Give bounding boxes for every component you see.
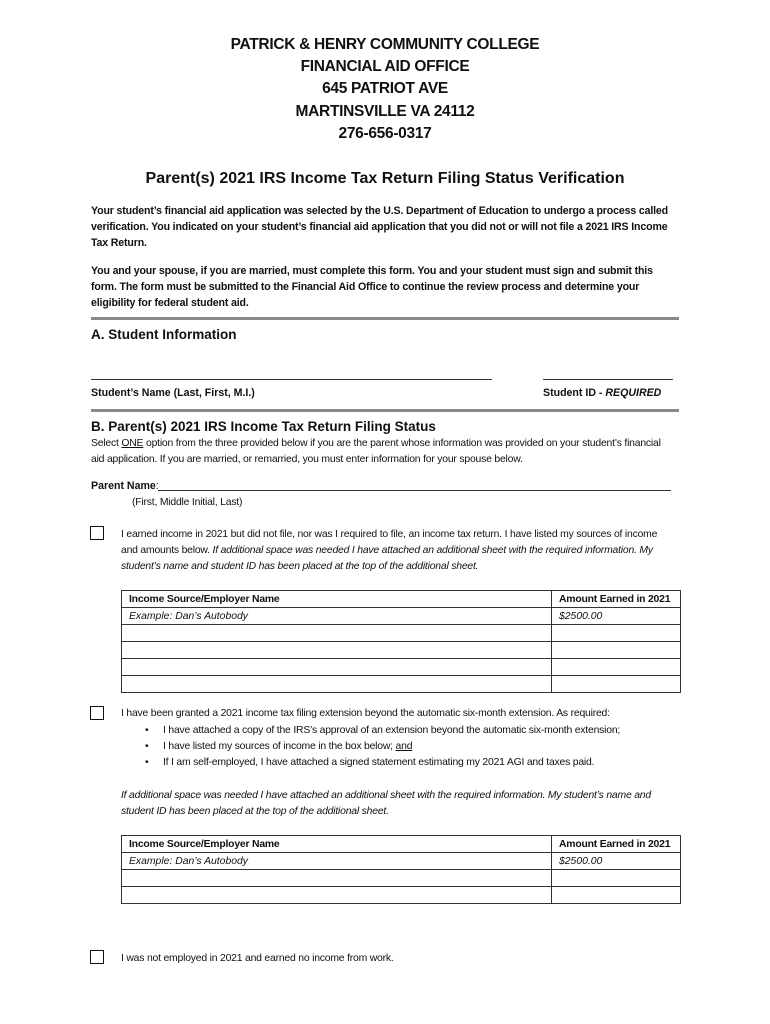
amount-input-cell[interactable]	[552, 642, 681, 659]
option-3-checkbox[interactable]	[90, 950, 104, 964]
college-name: PATRICK & HENRY COMMUNITY COLLEGE	[230, 36, 540, 53]
option-2-requirements	[141, 723, 681, 771]
parent-name-label-text: Parent Name	[91, 480, 156, 492]
table-header-row	[122, 836, 681, 853]
phone-number: 276-656-0317	[338, 125, 432, 142]
street-address: 645 PATRIOT AVE	[322, 80, 448, 97]
example-source-cell: Example: Dan’s Autobody	[122, 608, 552, 625]
option-2-text: I have been granted a 2021 income tax filing extension beyond the automatic six-month extension. As required:	[121, 708, 610, 719]
student-id-field[interactable]	[543, 379, 673, 380]
income-table-1	[121, 590, 681, 693]
student-id-label-text: Student ID -	[543, 387, 606, 399]
table-row	[122, 853, 681, 870]
table-row	[122, 676, 681, 693]
amount-input-cell[interactable]	[552, 887, 681, 904]
option-1-checkbox[interactable]	[90, 526, 104, 540]
intro-paragraph-1: Your student’s financial aid application was selected by the U.S. Department of Education to undergo a process called verification. You indicated on your student’s financial aid application that you did not or will not file a 2021 IRS Income Tax Return.	[91, 205, 668, 249]
parent-name-hint: (First, Middle Initial, Last)	[132, 497, 243, 508]
amount-input-cell[interactable]	[552, 659, 681, 676]
section-divider	[91, 409, 679, 412]
option-3-text: I was not employed in 2021 and earned no income from work.	[121, 953, 394, 964]
amount-input-cell[interactable]	[552, 870, 681, 887]
source-input-cell[interactable]	[122, 870, 552, 887]
select-pre: Select	[91, 438, 122, 449]
option-1-text	[121, 527, 676, 575]
option-1-main: I earned income in 2021 but did not file, nor was I required to file, an income tax return. I have listed my sources of income and amounts below.	[121, 529, 658, 556]
col-amount-header: Amount Earned in 2021	[552, 836, 681, 853]
select-instructions	[91, 436, 671, 468]
requirement-text: I have listed my sources of income in the box below;	[163, 741, 396, 752]
table-row	[122, 625, 681, 642]
select-one: ONE	[121, 438, 144, 449]
amount-input-cell[interactable]	[552, 625, 681, 642]
example-source-cell: Example: Dan’s Autobody	[122, 853, 552, 870]
form-title: Parent(s) 2021 IRS Income Tax Return Filing Status Verification	[145, 170, 625, 187]
student-name-field[interactable]	[91, 379, 492, 380]
source-input-cell[interactable]	[122, 625, 552, 642]
example-amount-cell: $2500.00	[552, 608, 681, 625]
required-marker: REQUIRED	[605, 387, 662, 399]
example-amount-cell: $2500.00	[552, 853, 681, 870]
source-input-cell[interactable]	[122, 642, 552, 659]
section-divider	[91, 317, 679, 320]
col-amount-header: Amount Earned in 2021	[552, 591, 681, 608]
requirement-item: • I have attached a copy of the IRS’s approval of an extension beyond the automatic six-month extension;	[141, 723, 681, 739]
office-name: FINANCIAL AID OFFICE	[300, 58, 470, 75]
table-row	[122, 642, 681, 659]
student-name-label: Student’s Name (Last, First, M.I.)	[91, 387, 255, 399]
amount-input-cell[interactable]	[552, 676, 681, 693]
section-a-heading: A. Student Information	[91, 327, 237, 342]
table-row	[122, 870, 681, 887]
source-input-cell[interactable]	[122, 676, 552, 693]
parent-name-field[interactable]	[158, 490, 671, 491]
option-2-checkbox[interactable]	[90, 706, 104, 720]
option-2-note: If additional space was needed I have attached an additional sheet with the required information. My student’s name and student ID has been placed at the top of the additional sheet.	[121, 790, 651, 817]
table-header-row	[122, 591, 681, 608]
col-source-header: Income Source/Employer Name	[122, 591, 552, 608]
intro-paragraph-2: You and your spouse, if you are married, must complete this form. You and your student must sign and submit this form. The form must be submitted to the Financial Aid Office to continue the review process and determine your eligibility for federal student aid.	[91, 265, 653, 309]
requirement-item	[141, 739, 681, 755]
student-id-label	[543, 387, 661, 399]
parent-name-colon: :	[155, 480, 159, 492]
city-state-zip: MARTINSVILLE VA 24112	[295, 103, 475, 120]
income-table-2	[121, 835, 681, 904]
table-row	[122, 608, 681, 625]
table-row	[122, 887, 681, 904]
option-1-italic: If additional space was needed I have attached an additional sheet with the required information. My student’s name and student ID has been placed at the top of the additional sheet.	[121, 545, 653, 572]
table-row	[122, 659, 681, 676]
source-input-cell[interactable]	[122, 659, 552, 676]
source-input-cell[interactable]	[122, 887, 552, 904]
section-b-heading: B. Parent(s) 2021 IRS Income Tax Return Filing Status	[91, 419, 436, 434]
col-source-header: Income Source/Employer Name	[122, 836, 552, 853]
requirement-and: and	[395, 741, 413, 752]
requirement-item: • If I am self-employed, I have attached a signed statement estimating my 2021 AGI and taxes paid.	[141, 755, 681, 771]
parent-name-label	[91, 480, 159, 492]
select-post: option from the three provided below if you are the parent whose information was provided on your student’s financial aid application. If you are married, or remarried, you must enter information for your spouse below.	[91, 438, 661, 465]
